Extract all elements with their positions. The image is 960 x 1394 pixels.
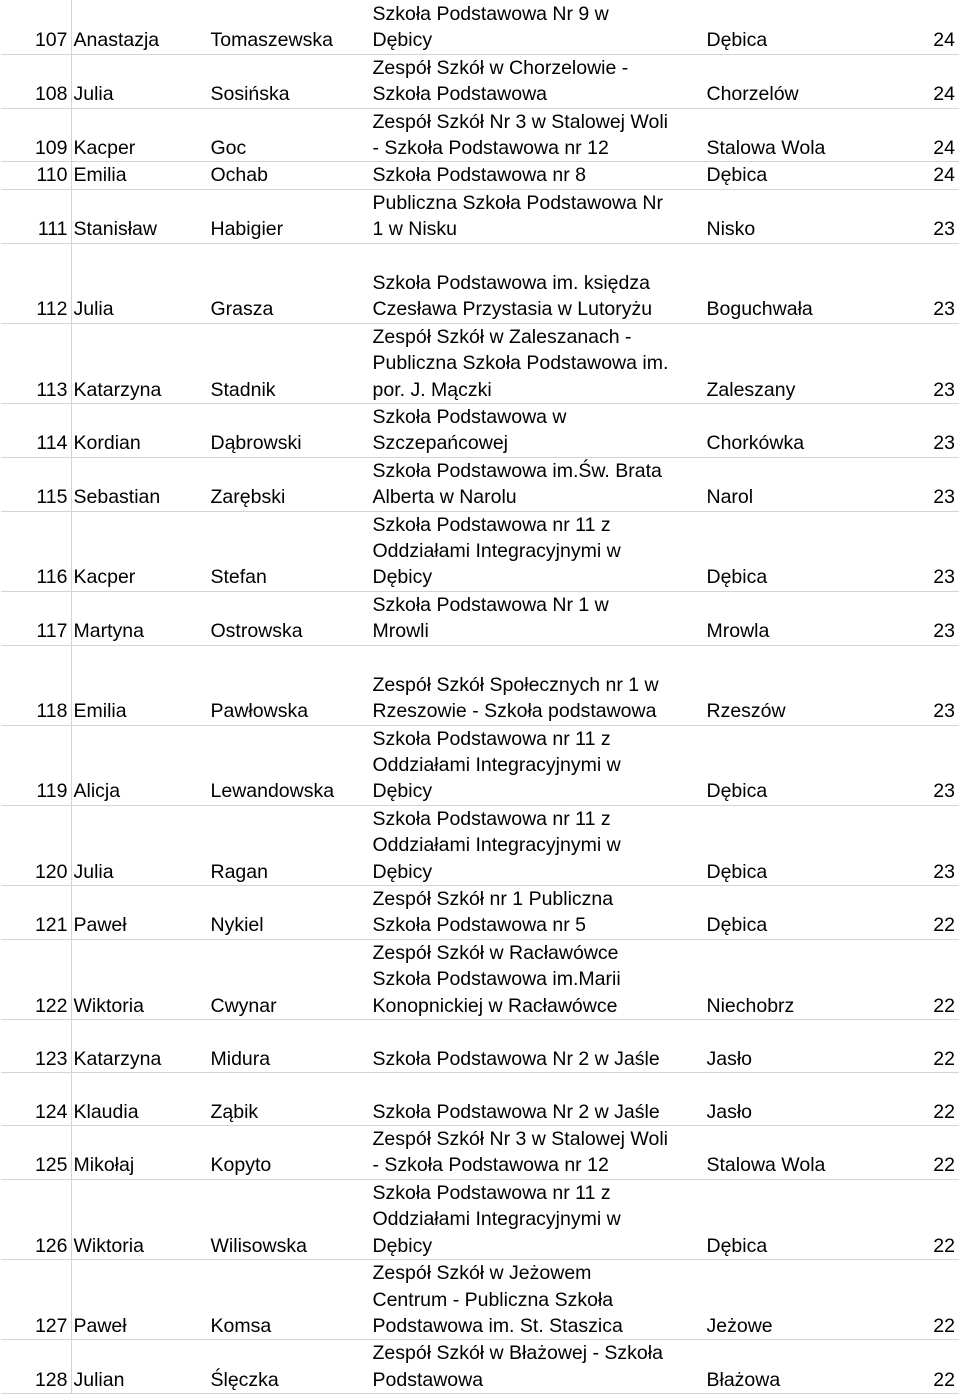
cell-first-name: Kacper [71, 108, 208, 162]
table-row [1, 511, 959, 591]
cell-points: 22 [864, 939, 959, 1019]
cell-first-name: Emilia [71, 645, 208, 725]
cell-school: Zespół Szkół w Jeżowem Centrum - Publiczna Szkoła Podstawowa im. St. Staszica [370, 1260, 704, 1340]
cell-number: 115 [1, 457, 71, 511]
cell-school: Zespół Szkół Nr 3 w Stalowej Woli - Szkoła Podstawowa nr 12 [370, 108, 704, 162]
cell-surname: Ślęczka [208, 1340, 370, 1394]
cell-surname: Ostrowska [208, 591, 370, 645]
cell-points: 23 [864, 511, 959, 591]
cell-surname: Pawłowska [208, 645, 370, 725]
cell-points: 22 [864, 886, 959, 940]
cell-school: Szkoła Podstawowa Nr 9 w Dębicy [370, 0, 704, 54]
cell-points: 22 [864, 1340, 959, 1394]
cell-city: Mrowla [704, 591, 864, 645]
table-row [1, 54, 959, 108]
cell-city: Jeżowe [704, 1260, 864, 1340]
table-row [1, 886, 959, 940]
cell-number: 108 [1, 54, 71, 108]
cell-number: 116 [1, 511, 71, 591]
cell-number: 107 [1, 0, 71, 54]
cell-number: 112 [1, 243, 71, 323]
cell-city: Stalowa Wola [704, 1126, 864, 1180]
cell-points: 23 [864, 725, 959, 805]
cell-school: Zespół Szkół w Błażowej - Szkoła Podstawowa [370, 1340, 704, 1394]
cell-first-name: Julian [71, 1340, 208, 1394]
cell-number: 113 [1, 323, 71, 403]
cell-city: Boguchwała [704, 243, 864, 323]
cell-points: 24 [864, 108, 959, 162]
cell-number: 128 [1, 1340, 71, 1394]
cell-school: Szkoła Podstawowa im.Św. Brata Alberta w Narolu [370, 457, 704, 511]
cell-number: 123 [1, 1020, 71, 1073]
cell-first-name: Kacper [71, 511, 208, 591]
cell-surname: Wilisowska [208, 1179, 370, 1259]
cell-city: Zaleszany [704, 323, 864, 403]
cell-points: 22 [864, 1179, 959, 1259]
cell-city: Nisko [704, 189, 864, 243]
cell-school: Zespół Szkół w Racławówce Szkoła Podstawowa im.Marii Konopnickiej w Racławówce [370, 939, 704, 1019]
cell-surname: Lewandowska [208, 725, 370, 805]
cell-surname: Stefan [208, 511, 370, 591]
cell-points: 24 [864, 54, 959, 108]
table-row [1, 323, 959, 403]
cell-city: Błażowa [704, 1340, 864, 1394]
cell-first-name: Martyna [71, 591, 208, 645]
cell-city: Chorzelów [704, 54, 864, 108]
cell-school: Zespół Szkół nr 1 Publiczna Szkoła Podstawowa nr 5 [370, 886, 704, 940]
cell-surname: Sosińska [208, 54, 370, 108]
cell-points: 23 [864, 457, 959, 511]
cell-number: 126 [1, 1179, 71, 1259]
cell-number: 121 [1, 886, 71, 940]
cell-school: Szkoła Podstawowa im. księdza Czesława Przystasia w Lutoryżu [370, 243, 704, 323]
table-row [1, 0, 959, 54]
table-row [1, 645, 959, 725]
cell-number: 124 [1, 1073, 71, 1126]
table-row [1, 403, 959, 457]
table-row [1, 189, 959, 243]
cell-points: 23 [864, 189, 959, 243]
cell-first-name: Paweł [71, 886, 208, 940]
table-row [1, 1340, 959, 1394]
cell-points: 22 [864, 1126, 959, 1180]
cell-city: Jasło [704, 1020, 864, 1073]
cell-number: 117 [1, 591, 71, 645]
cell-surname: Grasza [208, 243, 370, 323]
cell-first-name: Julia [71, 54, 208, 108]
cell-points: 22 [864, 1260, 959, 1340]
cell-surname: Dąbrowski [208, 403, 370, 457]
table-row [1, 243, 959, 323]
cell-surname: Tomaszewska [208, 0, 370, 54]
cell-surname: Kopyto [208, 1126, 370, 1180]
cell-first-name: Emilia [71, 162, 208, 189]
cell-first-name: Wiktoria [71, 939, 208, 1019]
cell-surname: Ochab [208, 162, 370, 189]
table-row [1, 939, 959, 1019]
cell-surname: Ragan [208, 805, 370, 885]
cell-first-name: Mikołaj [71, 1126, 208, 1180]
table-row [1, 1020, 959, 1073]
table-row [1, 805, 959, 885]
cell-school: Szkoła Podstawowa nr 11 z Oddziałami Integracyjnymi w Dębicy [370, 511, 704, 591]
cell-city: Niechobrz [704, 939, 864, 1019]
cell-surname: Nykiel [208, 886, 370, 940]
cell-surname: Zarębski [208, 457, 370, 511]
results-table-body [1, 0, 959, 1394]
cell-first-name: Julia [71, 805, 208, 885]
cell-surname: Komsa [208, 1260, 370, 1340]
cell-first-name: Julia [71, 243, 208, 323]
cell-first-name: Alicja [71, 725, 208, 805]
cell-city: Jasło [704, 1073, 864, 1126]
table-row [1, 725, 959, 805]
cell-school: Szkoła Podstawowa w Szczepańcowej [370, 403, 704, 457]
cell-number: 120 [1, 805, 71, 885]
cell-points: 23 [864, 403, 959, 457]
cell-city: Dębica [704, 886, 864, 940]
cell-number: 114 [1, 403, 71, 457]
cell-city: Chorkówka [704, 403, 864, 457]
cell-city: Rzeszów [704, 645, 864, 725]
cell-school: Szkoła Podstawowa nr 8 [370, 162, 704, 189]
cell-first-name: Kordian [71, 403, 208, 457]
cell-school: Zespół Szkół w Zaleszanach - Publiczna Szkoła Podstawowa im. por. J. Mączki [370, 323, 704, 403]
cell-first-name: Wiktoria [71, 1179, 208, 1259]
table-row [1, 1260, 959, 1340]
cell-points: 24 [864, 0, 959, 54]
cell-city: Dębica [704, 511, 864, 591]
cell-points: 23 [864, 243, 959, 323]
cell-school: Publiczna Szkoła Podstawowa Nr 1 w Nisku [370, 189, 704, 243]
cell-school: Zespół Szkół Społecznych nr 1 w Rzeszowie - Szkoła podstawowa [370, 645, 704, 725]
table-row [1, 162, 959, 189]
cell-number: 109 [1, 108, 71, 162]
table-row [1, 1073, 959, 1126]
cell-first-name: Katarzyna [71, 1020, 208, 1073]
cell-city: Dębica [704, 0, 864, 54]
cell-points: 24 [864, 162, 959, 189]
cell-city: Dębica [704, 1179, 864, 1259]
cell-school: Szkoła Podstawowa Nr 1 w Mrowli [370, 591, 704, 645]
cell-surname: Stadnik [208, 323, 370, 403]
cell-points: 22 [864, 1073, 959, 1126]
cell-school: Szkoła Podstawowa nr 11 z Oddziałami Integracyjnymi w Dębicy [370, 1179, 704, 1259]
cell-number: 118 [1, 645, 71, 725]
table-row [1, 457, 959, 511]
cell-surname: Midura [208, 1020, 370, 1073]
cell-school: Zespół Szkół w Chorzelowie - Szkoła Podstawowa [370, 54, 704, 108]
cell-number: 122 [1, 939, 71, 1019]
cell-first-name: Katarzyna [71, 323, 208, 403]
cell-points: 23 [864, 645, 959, 725]
cell-number: 111 [1, 189, 71, 243]
cell-city: Dębica [704, 725, 864, 805]
table-row [1, 108, 959, 162]
cell-points: 22 [864, 1020, 959, 1073]
cell-school: Szkoła Podstawowa Nr 2 w Jaśle [370, 1020, 704, 1073]
cell-number: 110 [1, 162, 71, 189]
cell-city: Stalowa Wola [704, 108, 864, 162]
cell-first-name: Paweł [71, 1260, 208, 1340]
cell-school: Szkoła Podstawowa Nr 2 w Jaśle [370, 1073, 704, 1126]
cell-surname: Ząbik [208, 1073, 370, 1126]
cell-first-name: Anastazja [71, 0, 208, 54]
cell-first-name: Klaudia [71, 1073, 208, 1126]
cell-points: 23 [864, 591, 959, 645]
cell-city: Dębica [704, 162, 864, 189]
table-row [1, 591, 959, 645]
cell-points: 23 [864, 805, 959, 885]
cell-school: Szkoła Podstawowa nr 11 z Oddziałami Integracyjnymi w Dębicy [370, 725, 704, 805]
cell-number: 127 [1, 1260, 71, 1340]
cell-city: Narol [704, 457, 864, 511]
cell-city: Dębica [704, 805, 864, 885]
table-row [1, 1179, 959, 1259]
cell-points: 23 [864, 323, 959, 403]
results-table [1, 0, 959, 1394]
cell-number: 119 [1, 725, 71, 805]
cell-school: Szkoła Podstawowa nr 11 z Oddziałami Integracyjnymi w Dębicy [370, 805, 704, 885]
table-row [1, 1126, 959, 1180]
cell-number: 125 [1, 1126, 71, 1180]
cell-surname: Goc [208, 108, 370, 162]
cell-school: Zespół Szkół Nr 3 w Stalowej Woli - Szkoła Podstawowa nr 12 [370, 1126, 704, 1180]
cell-surname: Cwynar [208, 939, 370, 1019]
cell-first-name: Stanisław [71, 189, 208, 243]
cell-first-name: Sebastian [71, 457, 208, 511]
cell-surname: Habigier [208, 189, 370, 243]
